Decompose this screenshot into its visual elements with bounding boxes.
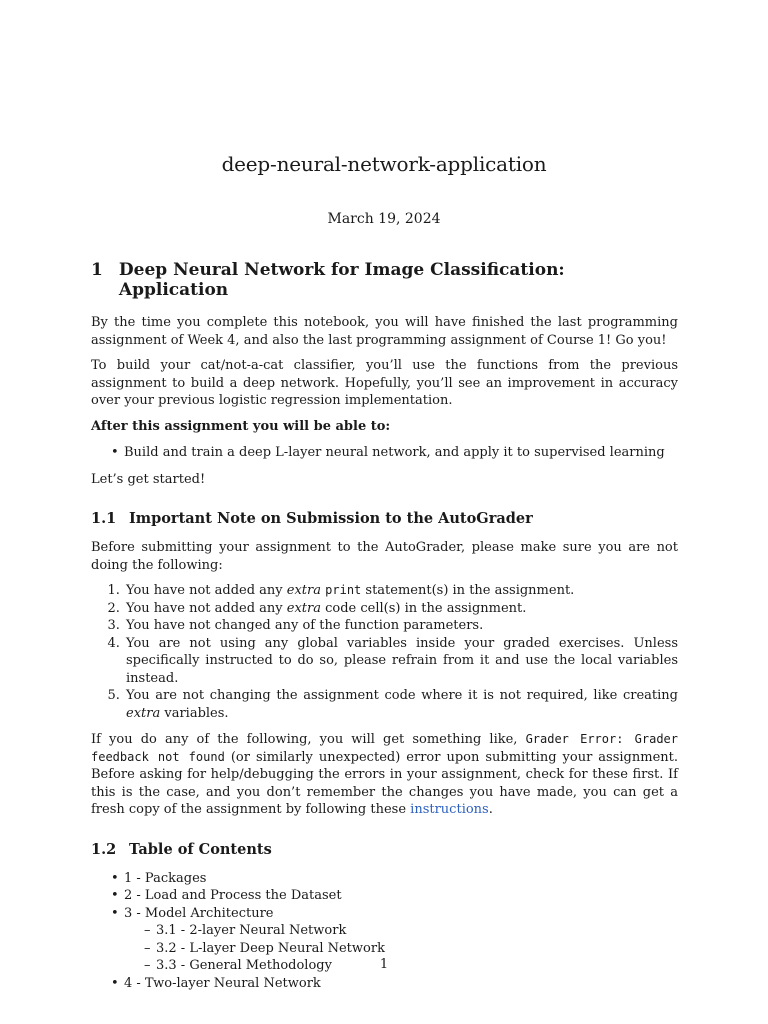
toc-item-two-layer[interactable]: • 4 - Two-layer Neural Network: [113, 975, 678, 993]
intro-paragraph-2: To build your cat/not-a-cat classifier, you’ll use the functions from the previous assignment to build a deep network. Hopefully, you’ll see an improvement in accuracy over your previous logistic regression implementation.: [91, 358, 678, 408]
able-list: [91, 444, 678, 462]
section-number: 1.1: [91, 510, 117, 527]
toc-subitem[interactable]: – 3.2 - L-layer Deep Neural Network: [144, 940, 678, 958]
section-1-1-heading: [91, 510, 678, 527]
list-item: 3. You have not changed any of the function parameters.: [124, 617, 678, 635]
toc-subitem[interactable]: – 3.3 - General Methodology: [144, 957, 678, 975]
grader-error-code: Grader Error: Grader feedback not found: [91, 732, 678, 764]
document-date: March 19, 2024: [327, 211, 441, 227]
document-title: deep-neural-network-application: [221, 152, 547, 176]
toc-item-model-architecture[interactable]: • 3 - Model Architecture – 3.1 - 2-layer Neural Network – 3.2 - L-layer Deep Neural Network – 3.3 - General Methodology: [113, 905, 678, 975]
submission-intro: Before submitting your assignment to the AutoGrader, please make sure you are not doing the following:: [91, 540, 678, 573]
list-item: 2. You have not added any extra code cell(s) in the assignment.: [124, 600, 678, 618]
section-number: 1: [91, 260, 103, 280]
table-of-contents: [91, 870, 678, 993]
toc-subitem[interactable]: – 3.1 - 2-layer Neural Network: [144, 922, 678, 940]
able-heading: After this assignment you will be able to:: [91, 418, 391, 434]
section-title: Deep Neural Network for Image Classification: Application: [118, 260, 565, 300]
list-item: • Build and train a deep L-layer neural network, and apply it to supervised learning: [113, 444, 678, 462]
section-1-heading: [91, 260, 678, 300]
grader-warning-paragraph: If you do any of the following, you will get something like, Grader Error: Grader feedback not found (or similarly unexpected) error upon submitting your assignment. Before asking for help/debugging the errors in your assignment, check for these first. If this is the case, and you don’t remember the changes you have made, you can get a fresh copy of the assignment by following these instructions.: [91, 732, 678, 817]
lets-get-started: Let’s get started!: [91, 471, 206, 487]
toc-item-load-dataset[interactable]: • 2 - Load and Process the Dataset: [113, 887, 678, 905]
document-body: [91, 260, 678, 1001]
section-number: 1.2: [91, 840, 117, 858]
toc-item-packages[interactable]: • 1 - Packages: [113, 870, 678, 888]
list-item: 5. You are not changing the assignment code where it is not required, like creating extra variables.: [124, 687, 678, 722]
list-item: 1. You have not added any extra print statement(s) in the assignment.: [124, 582, 678, 600]
instructions-link[interactable]: instructions: [410, 802, 489, 817]
submission-checklist: [91, 582, 678, 722]
page-number: 1: [379, 957, 389, 972]
intro-paragraph-1: By the time you complete this notebook, you will have finished the last programming assignment of Week 4, and also the last programming assignment of Course 1! Go you!: [91, 315, 678, 348]
section-1-2-heading: [91, 841, 678, 858]
section-title: Important Note on Submission to the AutoGrader: [129, 510, 533, 527]
list-item: 4. You are not using any global variables inside your graded exercises. Unless specifically instructed to do so, please refrain from it and use the local variables instead.: [124, 635, 678, 688]
section-title: Table of Contents: [129, 840, 272, 858]
